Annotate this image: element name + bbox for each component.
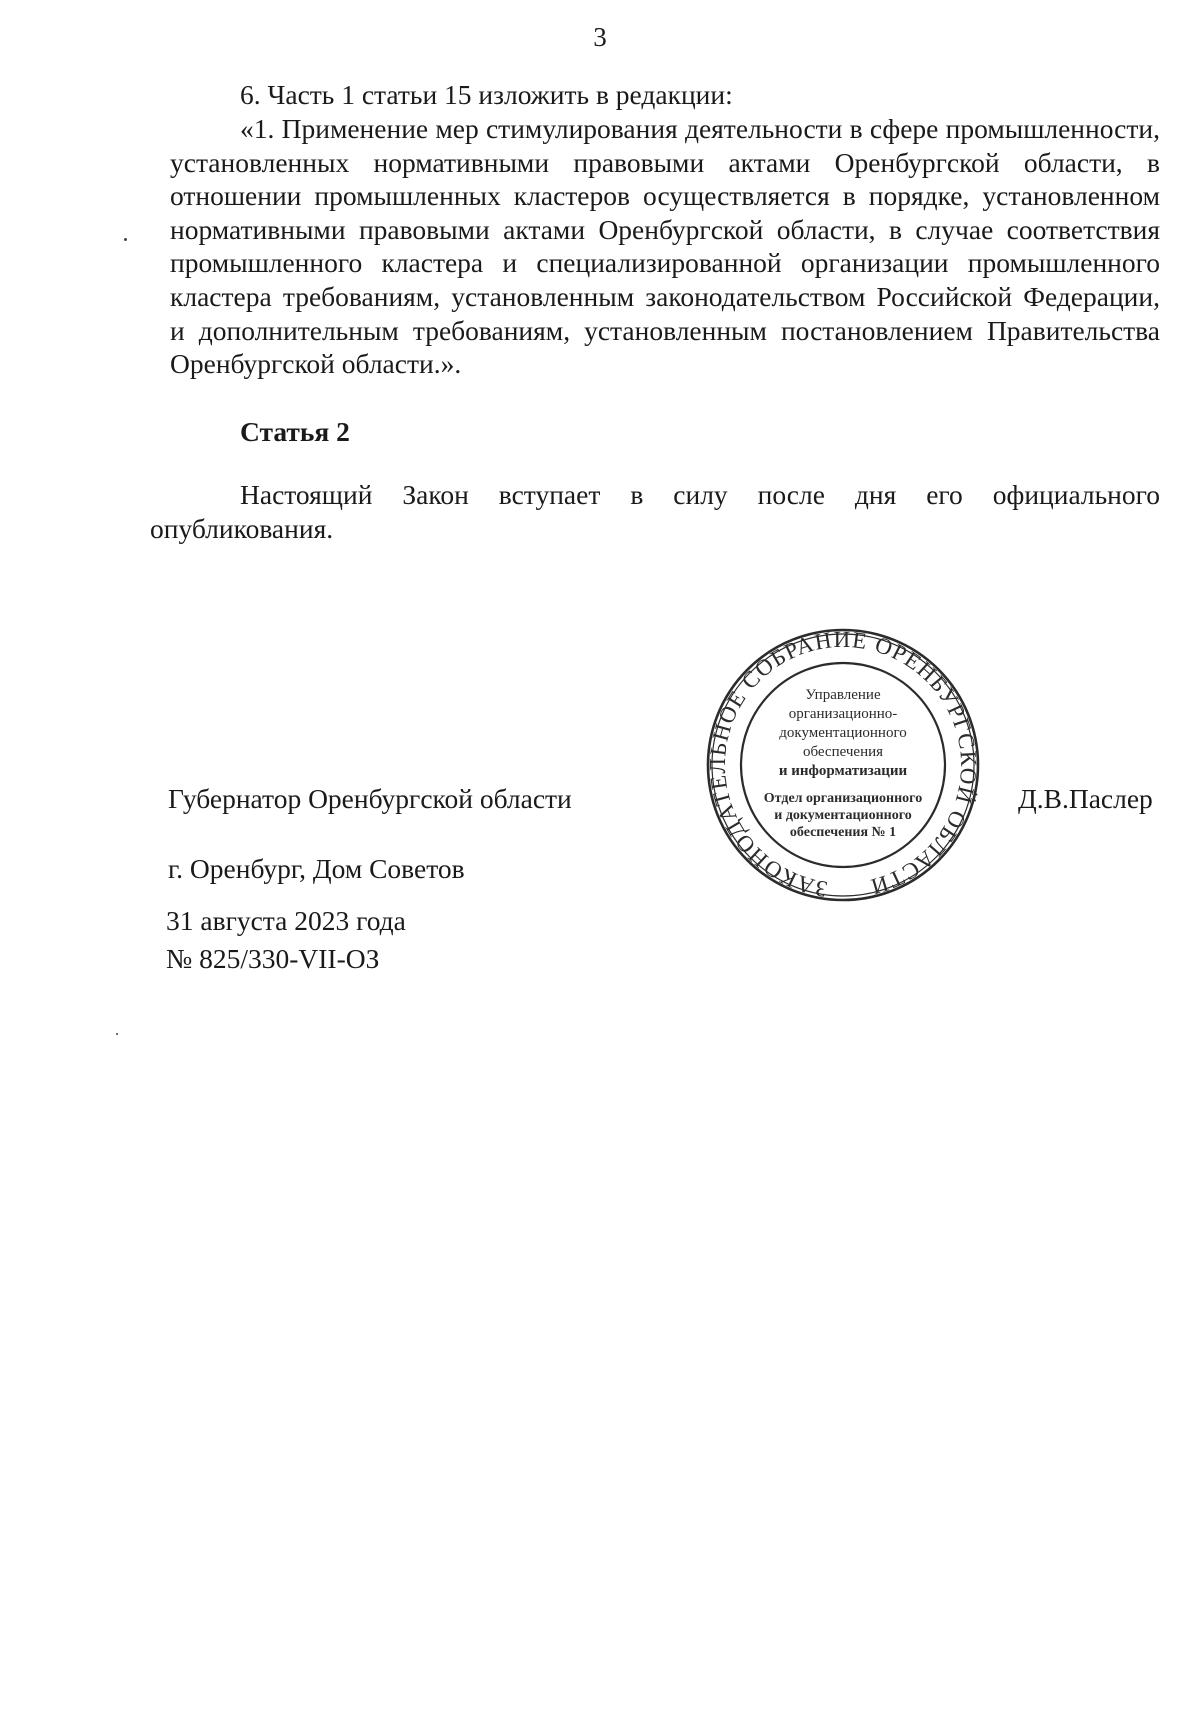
amendment-intro: 6. Часть 1 статьи 15 изложить в редакции: (240, 79, 733, 110)
seal-outer-text: ЗАКОНОДАТЕЛЬНОЕ СОБРАНИЕ ОРЕНБУРГСКОЙ ОБЛАСТИ (704, 626, 982, 902)
signing-place: г. Оренбург, Дом Советов (168, 853, 465, 884)
article-2-text: Настоящий Закон вступает в силу после дня его официального опубликования. (150, 479, 1160, 544)
seal-line-4: обеспечения (802, 744, 884, 760)
seal-line-7: и документационного (774, 808, 912, 823)
governor-title: Губернатор Оренбургской области (168, 783, 572, 814)
scan-speck (116, 1033, 118, 1035)
seal-line-1: Управление (805, 687, 881, 703)
amendment-quote: «1. Применение мер стимулирования деятельности в сфере промышленности, установленных нормативными правовыми актами Оренбургской области, в отношении промышленных кластеров осуществляется в порядке, установленном нормативными правовыми актами Оренбургской области, в случае соответствия промышленного кластера и специализированной организации промышленного кластера требованиям, установленным законодательством Российской Федерации, и дополнительным требованиям, установленным постановлением Правительства Оренбургской области.». (170, 113, 1160, 380)
seal-line-6: Отдел организационного (763, 791, 923, 806)
article-2-heading: Статья 2 (240, 416, 350, 447)
page-number: 3 (593, 22, 607, 52)
governor-name: Д.В.Паслер (1018, 783, 1153, 814)
official-seal-stamp (703, 625, 983, 905)
signing-date: 31 августа 2023 года (166, 905, 406, 936)
law-number: № 825/330-VII-ОЗ (166, 943, 380, 974)
seal-line-5: и информатизации (778, 763, 908, 779)
seal-line-3: документационного (779, 725, 907, 741)
scan-speck (124, 238, 127, 241)
seal-line-2: организационно- (788, 706, 898, 722)
seal-line-8: обеспечения № 1 (789, 825, 897, 840)
